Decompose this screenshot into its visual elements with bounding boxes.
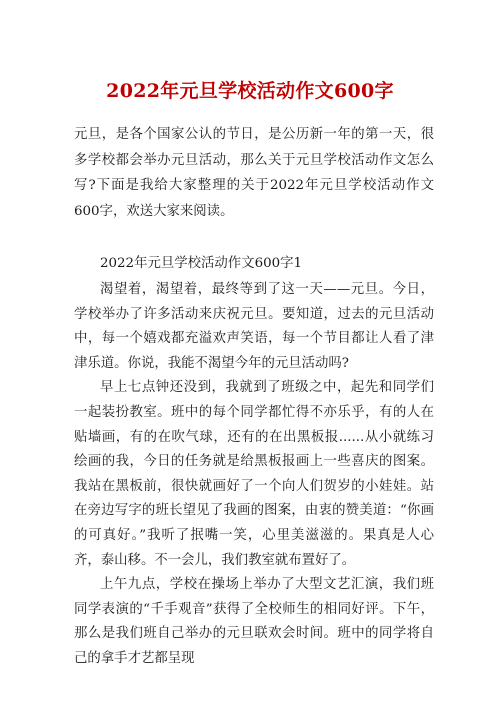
body-paragraph: 早上七点钟还没到，我就到了班级之中，起先和同学们一起装扮教室。班中的每个同学都忙得不亦乐乎，有的人在贴墙画，有的在吹气球，还有的在出黑板报......从小就练习绘画的我，今日的任务就是给黑板报画上一些喜庆的图案。我站在黑板前，很快就画好了一个向人们贺岁的小娃娃。站在旁边写字的班长望见了我画的图案，由衷的赞美道：“你画的可真好。”我听了抿嘴一笑，心里美滋滋的。果真是人心齐，泰山移。不一会儿，我们教室就布置好了。 xyxy=(74,380,434,568)
section-heading: 2022年元旦学校活动作文600字1 xyxy=(100,256,303,271)
document-title: 2022年元旦学校活动作文600字 xyxy=(106,80,394,102)
essay-body xyxy=(74,278,434,672)
body-paragraph: 渴望着，渴望着，最终等到了这一天——元旦。今日，学校举办了许多活动来庆祝元旦。要知道，过去的元旦活动中，每一个嬉戏都充溢欢声笑语，每一个节目都让人看了津津乐道。你说，我能不渴望今年的元旦活动吗? xyxy=(74,282,434,371)
intro-paragraph: 元旦，是各个国家公认的节日，是公历新一年的第一天，很多学校都会举办元旦活动，那么关于元旦学校活动作文怎么写?下面是我给大家整理的关于2022年元旦学校活动作文600字，欢送大家来阅读。 xyxy=(74,127,434,219)
body-paragraph: 上午九点，学校在操场上举办了大型文艺汇演，我们班同学表演的“千手观音”获得了全校师生的相同好评。下午，那么是我们班自己举办的元旦联欢会时间。班中的同学将自己的拿手才艺都呈现 xyxy=(74,577,434,666)
